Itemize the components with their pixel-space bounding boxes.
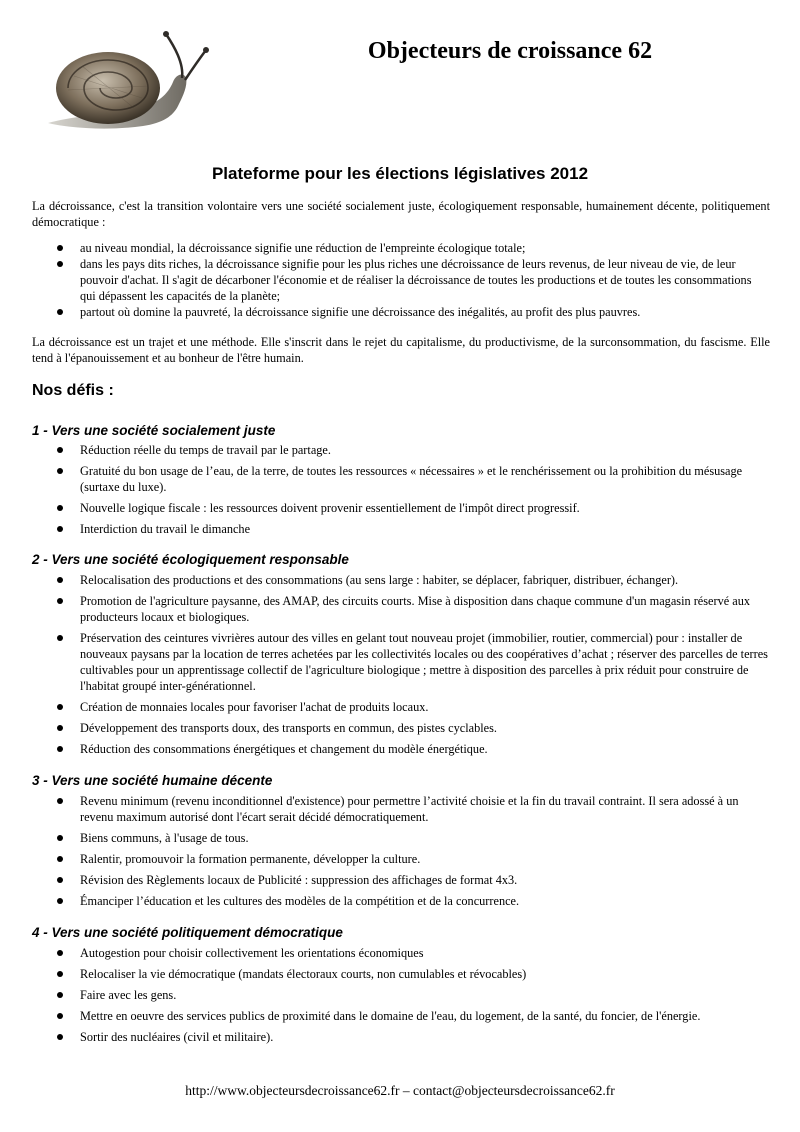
bullet-icon — [57, 468, 63, 474]
bullet-icon — [57, 1034, 63, 1040]
bullet-icon — [57, 835, 63, 841]
org-title: Objecteurs de croissance 62 — [367, 38, 653, 64]
bullet-icon — [57, 856, 63, 862]
list-item: Révision des Règlements locaux de Publicité : suppression des affichages de format 4x3. — [54, 872, 770, 888]
bullet-icon — [57, 505, 63, 511]
list-item: Réduction des consommations énergétiques et changement du modèle énergétique. — [54, 741, 770, 757]
list-item: Émanciper l’éducation et les cultures des modèles de la compétition et de la concurrence. — [54, 893, 770, 909]
section-heading: 3 - Vers une société humaine décente — [32, 773, 273, 788]
section-heading: 4 - Vers une société politiquement démocratique — [32, 925, 343, 940]
list-item: Revenu minimum (revenu inconditionnel d'existence) pour permettre l’activité choisie et la fin du travail contraint. Il sera adossé à un revenu maximum autorisé dont l'écart serait décidé démocratiquement. — [54, 793, 770, 825]
intro-closing-paragraph: La décroissance est un trajet et une méthode. Elle s'inscrit dans le rejet du capitalisme, du productivisme, de la surconsommation, du fascisme. Elle tend à l'épanouissement et au bonheur de l'être humain. — [32, 335, 770, 365]
list-item: Promotion de l'agriculture paysanne, des AMAP, des circuits courts. Mise à disposition dans chaque commune d'un magasin réservé aux producteurs locaux et biologiques. — [54, 593, 770, 625]
bullet-icon — [57, 898, 63, 904]
bullet-icon — [57, 526, 63, 532]
section-1-list — [54, 442, 770, 542]
list-item: Gratuité du bon usage de l’eau, de la terre, de toutes les ressources « nécessaires » et le renchérissement ou la prohibition du mésusage (surtaxe du luxe). — [54, 463, 770, 495]
bullet-icon — [57, 261, 63, 267]
list-item: dans les pays dits riches, la décroissance signifie pour les plus riches une décroissance de leurs revenus, de leur niveau de vie, de leur pouvoir d'achat. Il s'agit de décarboner l'économie et de réaliser la décroissance de toutes les productions et de toutes les consommations qui dépassent les capacités de la planète; — [54, 256, 770, 304]
bullet-icon — [57, 447, 63, 453]
list-item: Relocaliser la vie démocratique (mandats électoraux courts, non cumulables et révocables) — [54, 966, 770, 982]
bullet-icon — [57, 877, 63, 883]
list-item: Autogestion pour choisir collectivement les orientations économiques — [54, 945, 770, 961]
list-item: partout où domine la pauvreté, la décroissance signifie une décroissance des inégalités, au profit des plus pauvres. — [54, 304, 770, 320]
list-item: Nouvelle logique fiscale : les ressources doivent provenir essentiellement de l'impôt direct progressif. — [54, 500, 770, 516]
bullet-icon — [57, 746, 63, 752]
section-4-list — [54, 945, 770, 1050]
snail-logo — [38, 28, 213, 138]
section-heading: 2 - Vers une société écologiquement responsable — [32, 552, 349, 567]
list-item: Développement des transports doux, des transports en commun, des pistes cyclables. — [54, 720, 770, 736]
list-item: Sortir des nucléaires (civil et militaire). — [54, 1029, 770, 1045]
bullet-icon — [57, 971, 63, 977]
list-item: Mettre en oeuvre des services publics de proximité dans le domaine de l'eau, du logement, de la santé, du foncier, de l'énergie. — [54, 1008, 770, 1024]
list-item: Biens communs, à l'usage de tous. — [54, 830, 770, 846]
list-item: Relocalisation des productions et des consommations (au sens large : habiter, se déplacer, fabriquer, distribuer, échanger). — [54, 572, 770, 588]
bullet-icon — [57, 950, 63, 956]
list-item: Ralentir, promouvoir la formation permanente, développer la culture. — [54, 851, 770, 867]
list-item: Faire avec les gens. — [54, 987, 770, 1003]
list-item: Interdiction du travail le dimanche — [54, 521, 770, 537]
list-item: Préservation des ceintures vivrières autour des villes en gelant tout nouveau projet (immobilier, routier, commercial) pour : installer de nouveaux paysans par la location de terres achetées par les collectivités locales ou des coopératives d’achat ; réserver des parcelles de terres cultivables pour un apprentissage collectif de l'agriculture biologique ; mettre à disposition des parcelles à prix réduit pour construire de l'habitat groupé inter-générationnel. — [54, 630, 770, 694]
list-item: au niveau mondial, la décroissance signifie une réduction de l'empreinte écologique totale; — [54, 240, 770, 256]
bullet-icon — [57, 992, 63, 998]
section-3-list — [54, 793, 770, 914]
intro-bullet-list — [54, 240, 770, 320]
bullet-icon — [57, 725, 63, 731]
bullet-icon — [57, 245, 63, 251]
defis-heading: Nos défis : — [32, 382, 114, 399]
bullet-icon — [57, 1013, 63, 1019]
list-item: Création de monnaies locales pour favoriser l'achat de produits locaux. — [54, 699, 770, 715]
footer-contact[interactable]: http://www.objecteursdecroissance62.fr – contact@objecteursdecroissance62.fr — [185, 1083, 615, 1098]
intro-paragraph: La décroissance, c'est la transition volontaire vers une société socialement juste, écologiquement responsable, humainement décente, politiquement démocratique : — [32, 199, 770, 229]
page-title: Plateforme pour les élections législatives 2012 — [211, 164, 589, 183]
bullet-icon — [57, 635, 63, 641]
section-2-list — [54, 572, 770, 762]
section-heading: 1 - Vers une société socialement juste — [32, 423, 276, 438]
bullet-icon — [57, 704, 63, 710]
list-item: Réduction réelle du temps de travail par le partage. — [54, 442, 770, 458]
bullet-icon — [57, 798, 63, 804]
bullet-icon — [57, 309, 63, 315]
bullet-icon — [57, 577, 63, 583]
bullet-icon — [57, 598, 63, 604]
